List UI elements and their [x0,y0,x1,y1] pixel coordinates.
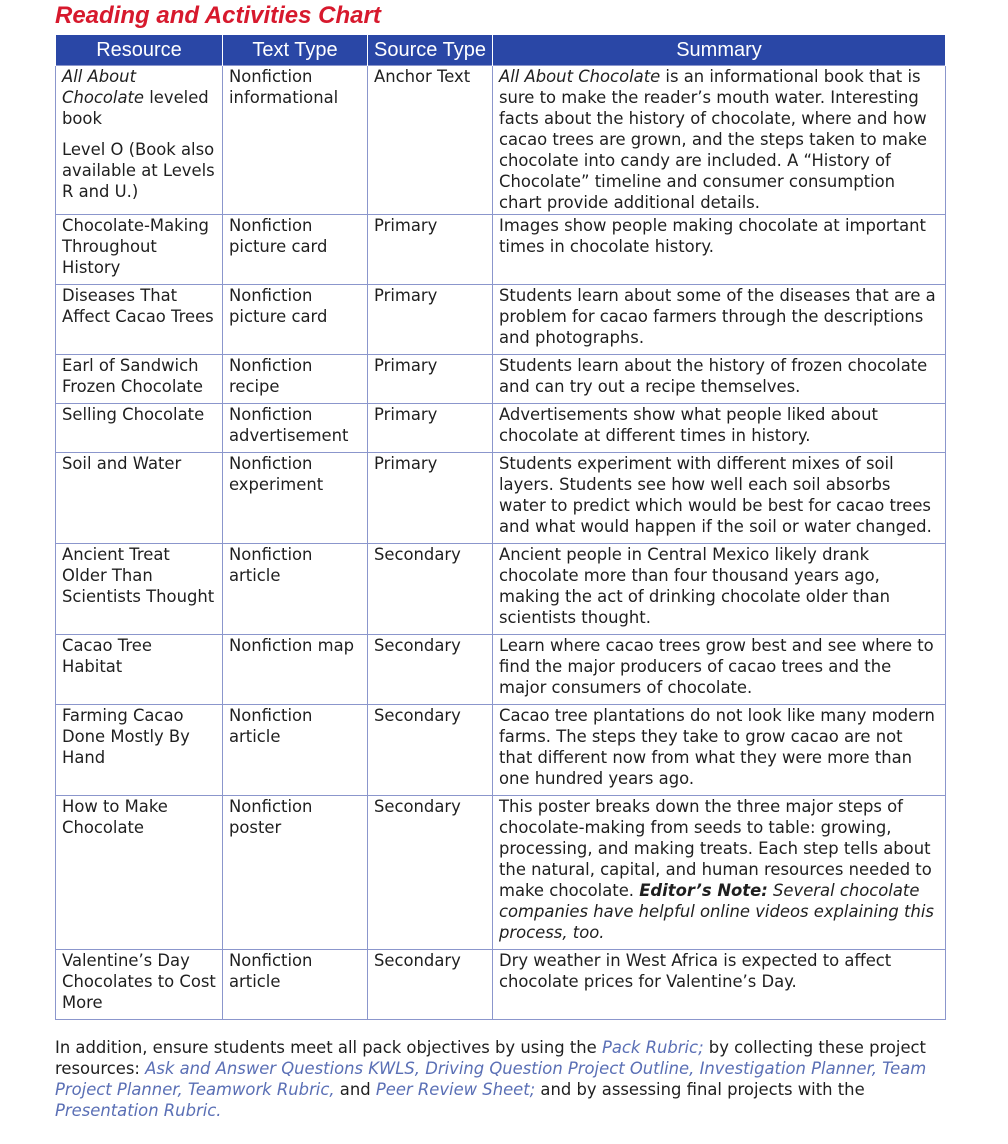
editor-note-text: Several chocolate companies have helpful online videos explaining this process, too. [499,881,934,942]
editor-note-label: Editor’s Note: [639,881,768,900]
summary-cell: Dry weather in West Africa is expected to affect chocolate prices for Valentine’s Day. [493,950,946,1020]
text-type-cell: Nonfiction map [223,635,368,705]
footer-text: and [334,1080,376,1099]
table-row [56,215,946,285]
resource-cell: Soil and Water [56,453,223,544]
summary-cell [493,66,946,215]
resource-level-note: Level O (Book also available at Levels R and U.) [62,140,215,201]
resource-cell: Valentine’s Day Chocolates to Cost More [56,950,223,1020]
reading-activities-table [55,35,946,1020]
source-type-cell: Primary [368,453,493,544]
table-row [56,635,946,705]
header-source-type: Source Type [368,35,493,66]
resource-text: leveled book [62,88,209,128]
text-type-cell: Nonfiction picture card [223,215,368,285]
table-row [56,453,946,544]
summary-text: This poster breaks down the three major steps of chocolate-making from seeds to table: growing, processing, and making treats. Each step tells about the natural, capital, and human resources needed to make chocolate. [499,797,932,900]
source-type-cell: Primary [368,285,493,355]
summary-cell: Learn where cacao trees grow best and see where to find the major producers of cacao trees and the major consumers of chocolate. [493,635,946,705]
chart-title: Reading and Activities Chart [55,2,381,29]
header-resource: Resource [56,35,223,66]
summary-cell: Images show people making chocolate at important times in chocolate history. [493,215,946,285]
source-type-cell: Secondary [368,544,493,635]
text-type-cell: Nonfiction poster [223,796,368,950]
source-type-cell: Primary [368,355,493,404]
table-row [56,796,946,950]
source-type-cell: Primary [368,404,493,453]
text-type-cell: Nonfiction article [223,950,368,1020]
resource-cell [56,66,223,215]
resource-cell: Farming Cacao Done Mostly By Hand [56,705,223,796]
text-type-cell: Nonfiction experiment [223,453,368,544]
header-summary: Summary [493,35,946,66]
summary-cell: Students learn about some of the diseases that are a problem for cacao farmers through the descriptions and photographs. [493,285,946,355]
book-title: All About Chocolate [499,67,661,86]
text-type-cell: Nonfiction picture card [223,285,368,355]
footer-text: by collecting these project resources: [55,1038,926,1078]
pack-rubric-link[interactable]: Pack Rubric; [601,1038,704,1057]
table-row [56,66,946,215]
summary-cell: Students experiment with different mixes of soil layers. Students see how well each soil absorbs water to predict which would be best for cacao trees and what would happen if the soil or water changed. [493,453,946,544]
footer-text: and by assessing final projects with the [535,1080,865,1099]
text-type-cell: Nonfiction recipe [223,355,368,404]
summary-text: is an informational book that is sure to make the reader’s mouth water. Interesting facts about the history of chocolate, where and how cacao trees are grown, and the steps taken to make chocolate into candy are included. A “History of Chocolate” timeline and consumer consumption chart provide additional details. [499,67,927,212]
text-type-cell: Nonfiction article [223,544,368,635]
table-row [56,544,946,635]
header-text-type: Text Type [223,35,368,66]
peer-review-sheet-link[interactable]: Peer Review Sheet; [375,1080,536,1099]
source-type-cell: Secondary [368,950,493,1020]
text-type-cell: Nonfiction informational [223,66,368,215]
summary-cell: Ancient people in Central Mexico likely drank chocolate more than four thousand years ago, making the act of drinking chocolate older than scientists thought. [493,544,946,635]
table-row [56,404,946,453]
text-type-cell: Nonfiction advertisement [223,404,368,453]
text-type-cell: Nonfiction article [223,705,368,796]
resource-cell: How to Make Chocolate [56,796,223,950]
resource-cell: Cacao Tree Habitat [56,635,223,705]
presentation-rubric-link[interactable]: Presentation Rubric. [55,1101,222,1120]
resource-cell: Selling Chocolate [56,404,223,453]
source-type-cell: Primary [368,215,493,285]
summary-cell: Students learn about the history of frozen chocolate and can try out a recipe themselves. [493,355,946,404]
source-type-cell: Secondary [368,705,493,796]
source-type-cell: Secondary [368,796,493,950]
table-row [56,355,946,404]
resource-cell: Ancient Treat Older Than Scientists Thought [56,544,223,635]
summary-cell [493,796,946,950]
resource-cell: Earl of Sandwich Frozen Chocolate [56,355,223,404]
project-resources-link[interactable]: Ask and Answer Questions KWLS, Driving Question Project Outline, Investigation Planner, Team Project Planner, Teamwork Rubric, [55,1059,927,1099]
resource-cell: Chocolate-Making Throughout History [56,215,223,285]
summary-cell: Advertisements show what people liked about chocolate at different times in history. [493,404,946,453]
table-row [56,285,946,355]
summary-cell: Cacao tree plantations do not look like many modern farms. The steps they take to grow cacao are not that different now from what they were more than one hundred years ago. [493,705,946,796]
footer-note [55,1037,955,1121]
book-title: All About Chocolate [62,67,145,107]
header-row [56,35,946,66]
footer-text: In addition, ensure students meet all pack objectives by using the [55,1038,602,1057]
source-type-cell: Anchor Text [368,66,493,215]
resource-cell: Diseases That Affect Cacao Trees [56,285,223,355]
table-row [56,950,946,1020]
table-row [56,705,946,796]
source-type-cell: Secondary [368,635,493,705]
